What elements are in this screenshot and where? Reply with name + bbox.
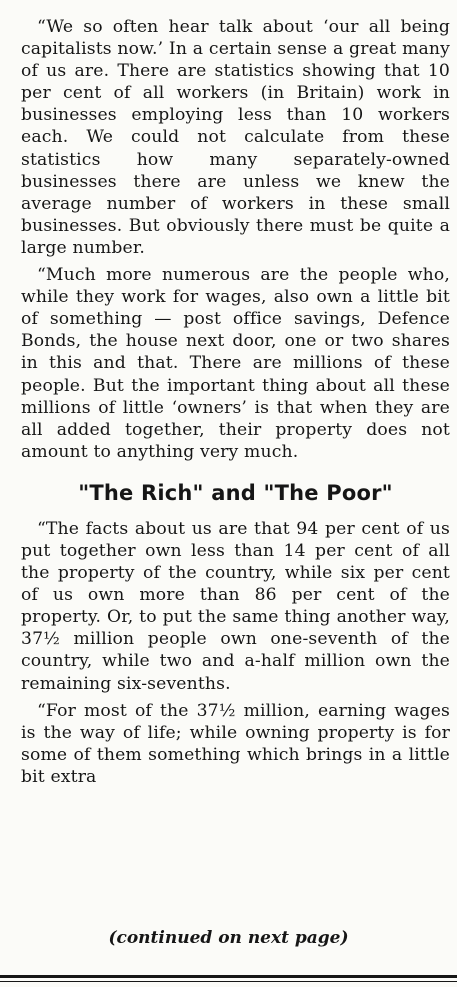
article-paragraph-3: “The facts about us are that 94 per cent of us put together own less than 14 per cent of all the property of the country, while six per cent of us own more than 86 per cent of the property. Or, to put the same thing another way, 37½ million people own one-seventh of the country, while two and a-half million own the remaining six-sevenths. <box>21 518 450 694</box>
continuation-note: (continued on next page) <box>108 928 349 948</box>
section-heading: "The Rich" and "The Poor" <box>78 480 393 505</box>
bottom-rule-thick <box>0 975 457 978</box>
bottom-rule-thin <box>0 981 457 982</box>
article-paragraph-4: “For most of the 37½ million, earning wages is the way of life; while owning property is for some of them something which brings in a little bit extra <box>21 700 450 787</box>
article-paragraph-2: “Much more numerous are the people who, while they work for wages, also own a little bit of something — post office savings, Defence Bonds, the house next door, one or two shares in this and that. There are millions of these people. But the important thing about all these millions of little ‘owners’ is that when they are all added together, their property does not amount to anything very much. <box>21 265 450 462</box>
article-paragraph-1: “We so often hear talk about ‘our all being capitalists now.’ In a certain sense a great many of us are. There are statistics showing that 10 per cent of all workers (in Britain) work in businesses employing less than 10 workers each. We could not calculate from these statistics how many separately-owned businesses there are unless we knew the average number of workers in these small businesses. But obviously there must be quite a large number. <box>21 17 450 258</box>
